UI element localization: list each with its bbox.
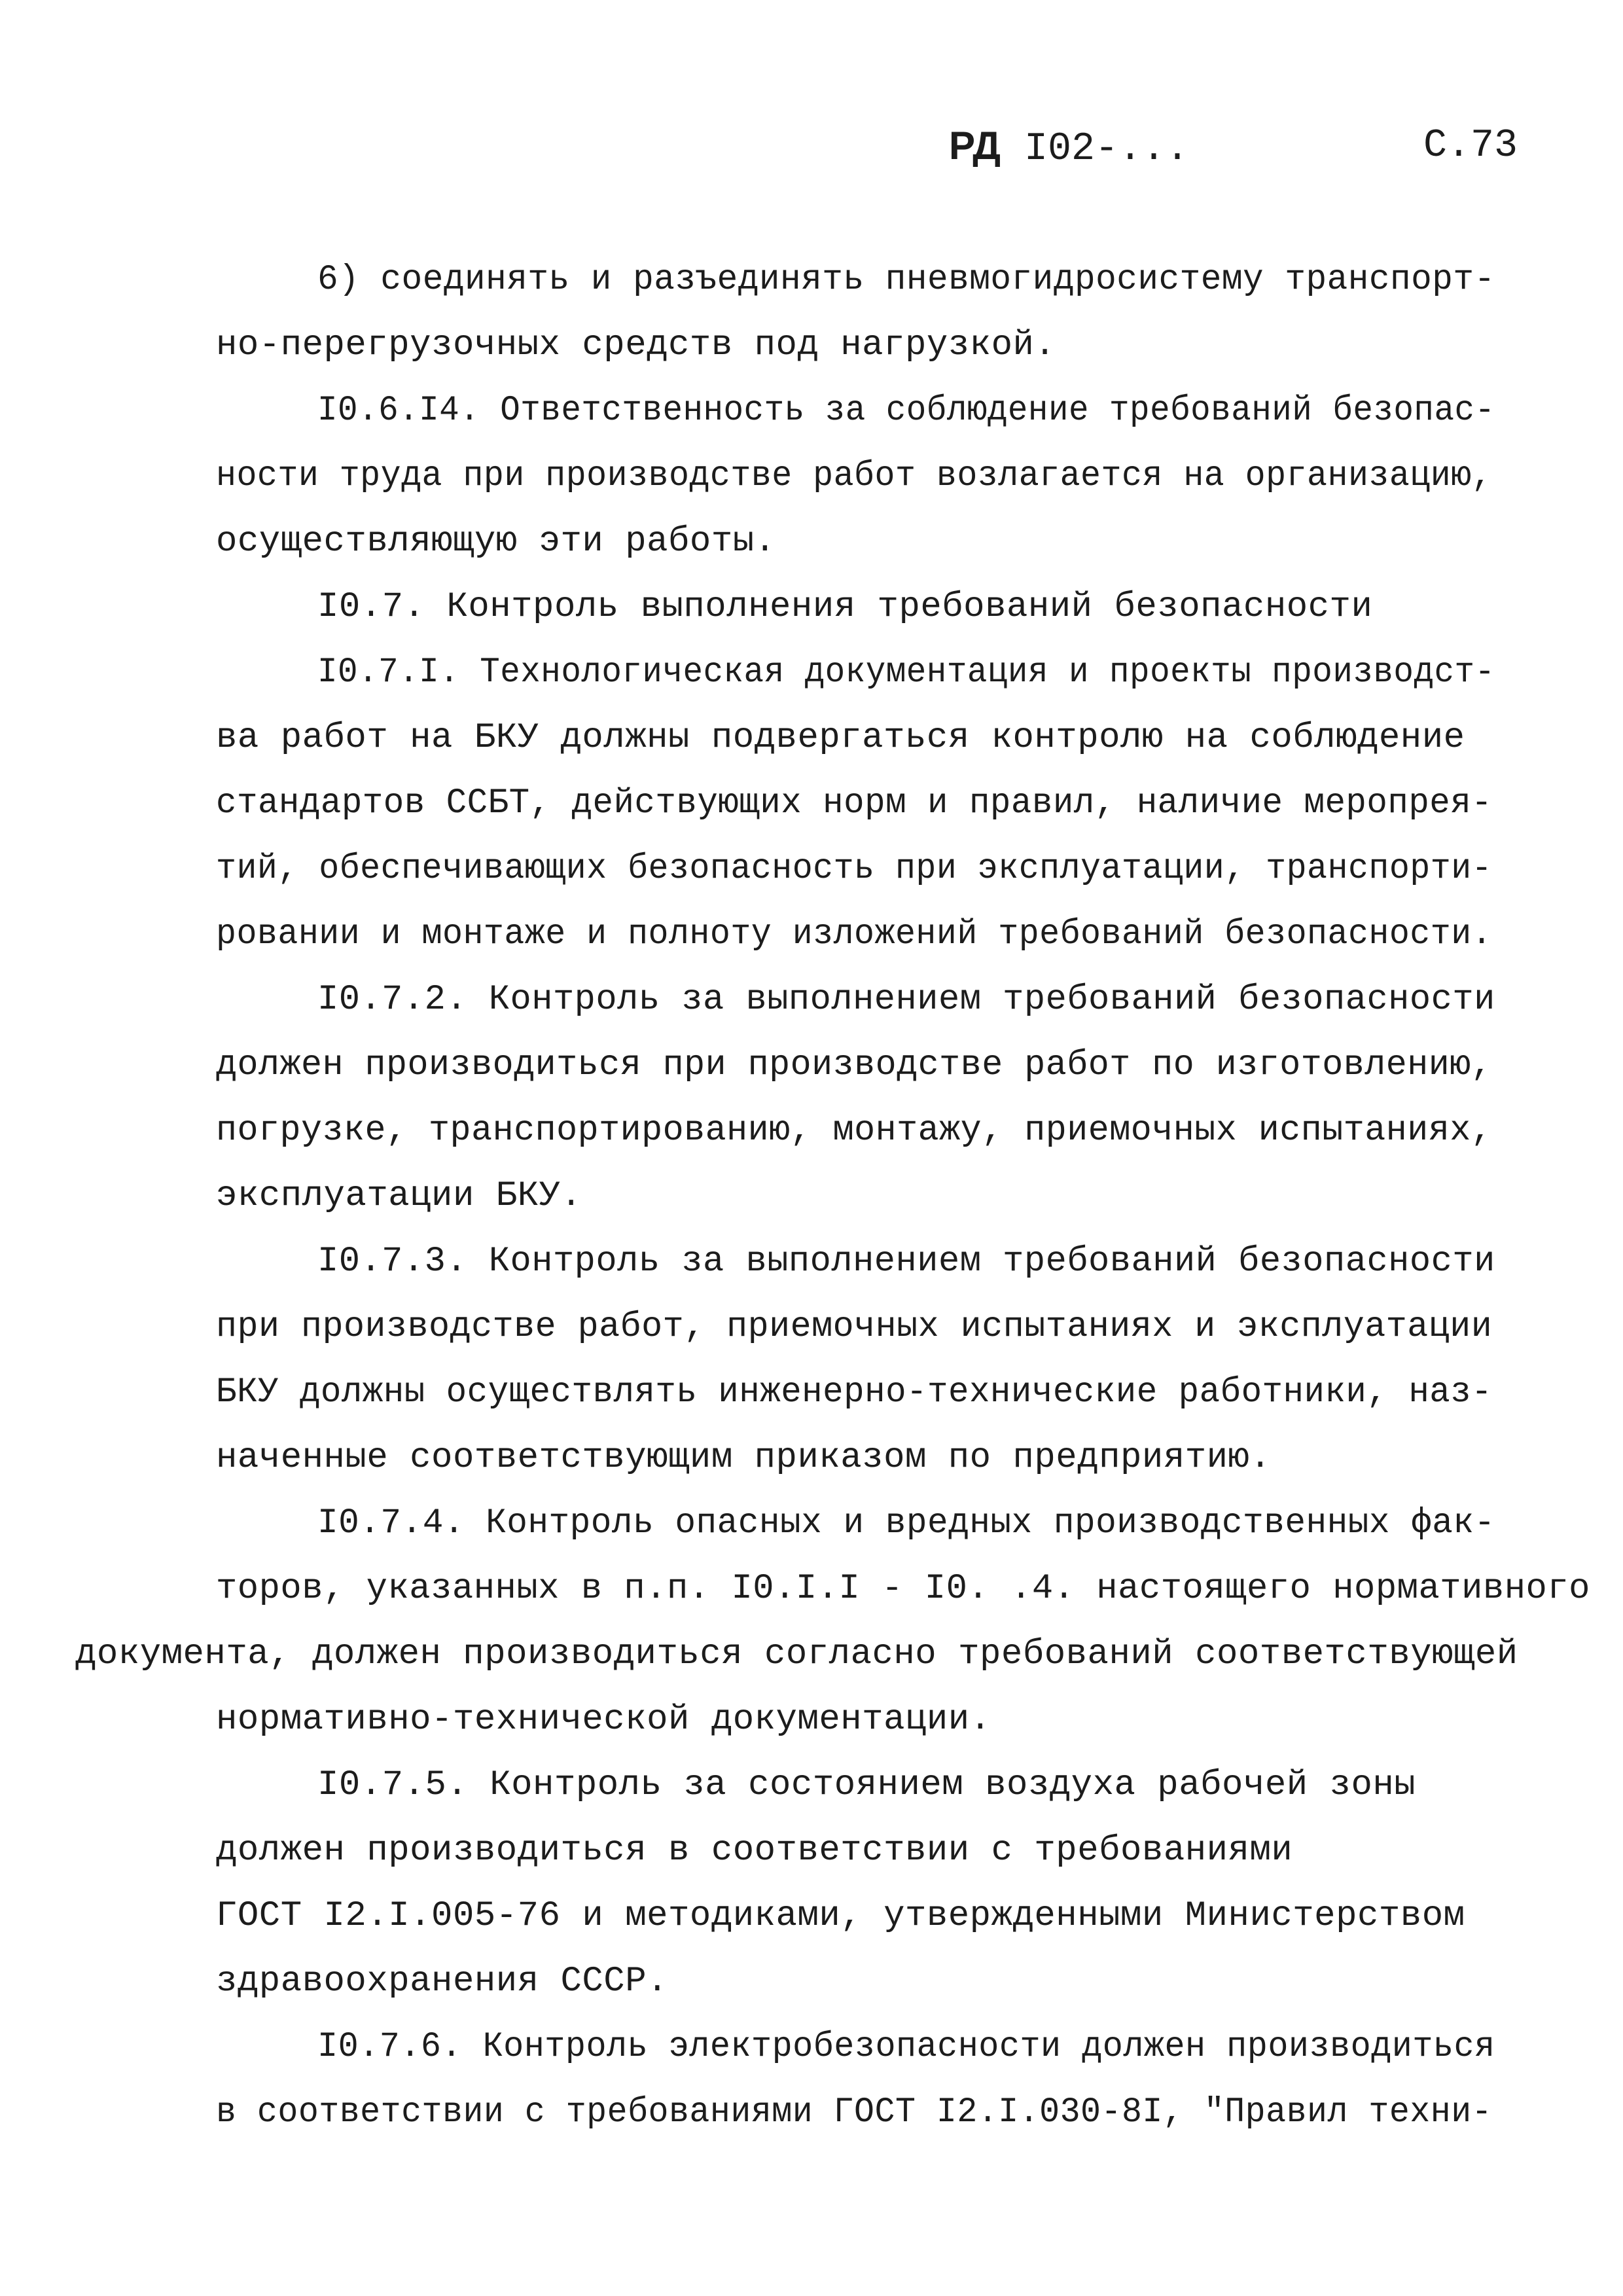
document-code — [949, 124, 1189, 171]
text-line: тий, обеспечивающих безопасность при эксплуатации, транспорти- — [216, 849, 1493, 889]
text-line: документа, должен производиться согласно требований соответствующей — [75, 1634, 1518, 1674]
paragraph-10-7-5: I0.7.5. Контроль за состоянием воздуха рабочей зоны — [317, 1765, 1416, 1805]
text-line: но-перегрузочных средств под нагрузкой. — [216, 325, 1056, 365]
text-line: должен производиться при производстве работ по изготовлению, — [216, 1045, 1493, 1085]
paragraph-10-7-1: I0.7.I. Технологическая документация и проекты производст- — [317, 653, 1495, 692]
text-line: в соответствии с требованиями ГОСТ I2.I.030-8I, "Правил техни- — [216, 2092, 1493, 2132]
page-number: С.73 — [1423, 124, 1518, 168]
text-line: здравоохранения СССР. — [216, 1962, 669, 2001]
text-line: ГОСТ I2.I.005-76 и методиками, утвержденными Министерством — [216, 1896, 1465, 1936]
paragraph-10-7-3: I0.7.3. Контроль за выполнением требований безопасности — [317, 1242, 1495, 1282]
text-line: эксплуатации БКУ. — [216, 1176, 582, 1216]
text-line: осуществляющую эти работы. — [216, 522, 776, 562]
text-line: ва работ на БКУ должны подвергаться контролю на соблюдение — [216, 718, 1465, 758]
paragraph-10-7-2: I0.7.2. Контроль за выполнением требований безопасности — [317, 980, 1495, 1020]
text-line: ровании и монтаже и полноту изложений требований безопасности. — [216, 914, 1493, 954]
paragraph-10-6-14: I0.6.I4. Ответственность за соблюдение требований безопас- — [317, 391, 1495, 431]
document-number: I02-... — [1024, 127, 1190, 171]
paragraph-10-7-4: I0.7.4. Контроль опасных и вредных производственных фак- — [317, 1503, 1495, 1543]
text-line: погрузке, транспортированию, монтажу, приемочных испытаниях, — [216, 1111, 1493, 1151]
text-line: должен производиться в соответствии с требованиями — [216, 1831, 1293, 1871]
text-line: 6) соединять и разъединять пневмогидросистему транспорт- — [317, 260, 1495, 300]
text-line: нормативно-технической документации. — [216, 1700, 991, 1740]
text-line: БКУ должны осуществлять инженерно-технические работники, наз- — [216, 1372, 1493, 1412]
text-line: торов, указанных в п.п. I0.I.I - I0. .4. настоящего нормативного — [216, 1569, 1590, 1609]
text-line: стандартов ССБТ, действующих норм и правил, наличие меропрея- — [216, 783, 1493, 823]
text-line: при производстве работ, приемочных испытаниях и эксплуатации — [216, 1307, 1493, 1347]
document-code-prefix: РД — [949, 124, 1001, 168]
text-line: ности труда при производстве работ возлагается на организацию, — [216, 456, 1493, 496]
section-heading-10-7: I0.7. Контроль выполнения требований безопасности — [317, 587, 1373, 627]
text-line: наченные соответствующим приказом по предприятию. — [216, 1438, 1272, 1478]
paragraph-10-7-6: I0.7.6. Контроль электробезопасности должен производиться — [317, 2027, 1495, 2067]
